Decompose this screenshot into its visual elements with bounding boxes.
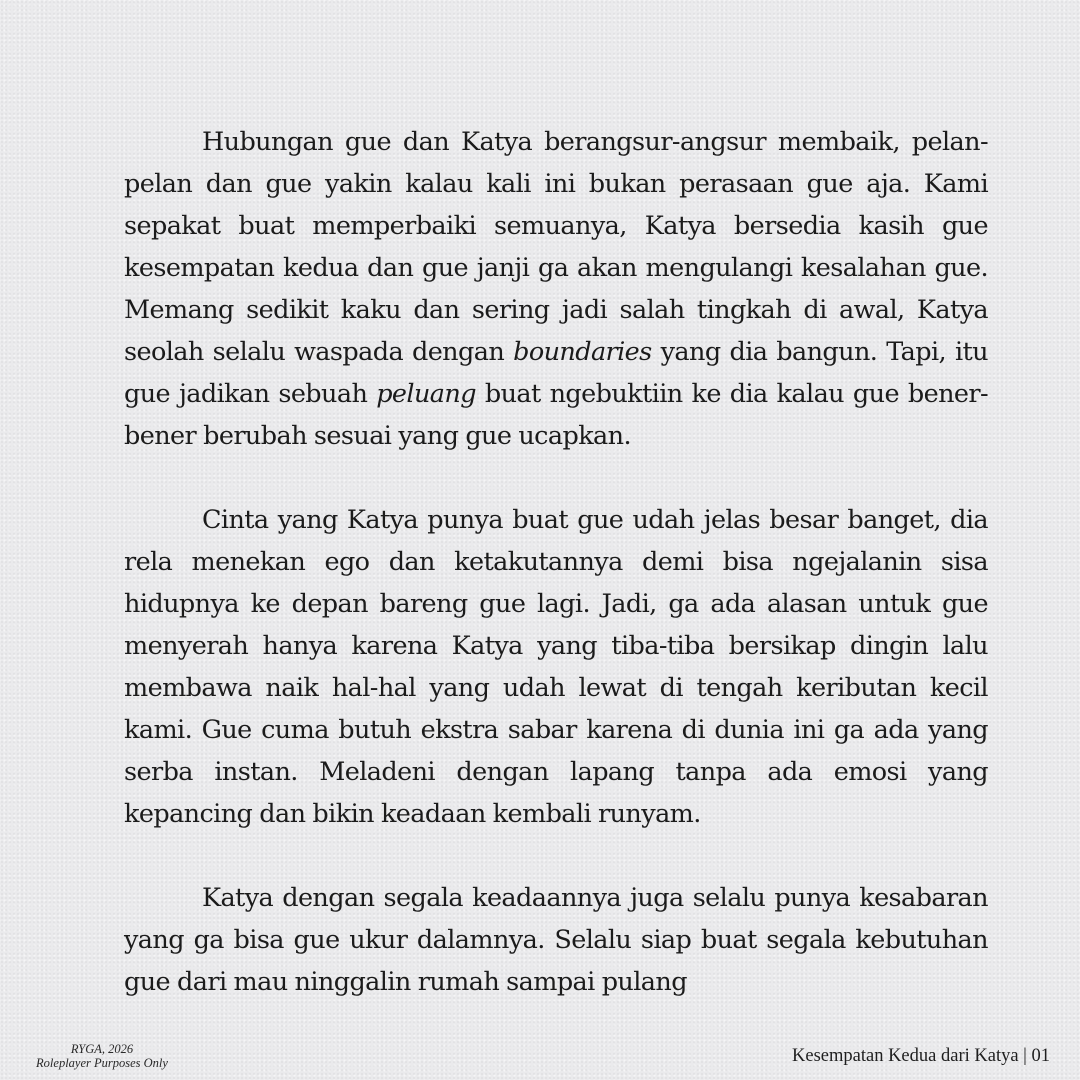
paragraph-1-text-b: yang dia bangun. Tapi, itu gue jadikan sebuah — [124, 337, 989, 409]
paragraph-3-text: Katya dengan segala keadaannya juga selalu punya kesabaran yang ga bisa gue ukur dalamnya. Selalu siap buat segala kebutuhan gue dari mau ninggalin rumah sampai pulang — [124, 883, 988, 997]
credit-disclaimer: Roleplayer Purposes Only — [36, 1056, 168, 1070]
credit-note — [28, 1042, 176, 1070]
paragraph-2-text: Cinta yang Katya punya buat gue udah jelas besar banget, dia rela menekan ego dan ketakutannya demi bisa ngejalanin sisa hidupnya ke depan bareng gue lagi. Jadi, ga ada alasan untuk gue menyerah hanya karena Katya yang tiba-tiba bersikap dingin lalu membawa naik hal-hal yang udah lewat di tengah keributan kecil kami. Gue cuma butuh ekstra sabar karena di dunia ini ga ada yang serba instan. Meladeni dengan lapang tanpa ada emosi yang kepancing dan bikin keadaan kembali runyam. — [124, 505, 988, 829]
paragraph-1-text-c: buat ngebuktiin ke dia kalau gue bener-bener berubah sesuai yang gue ucapkan. — [124, 379, 988, 451]
paragraph-3 — [124, 877, 988, 1003]
emphasis-peluang: peluang — [376, 379, 476, 409]
story-body — [124, 121, 988, 1003]
paragraph-1-text-a: Hubungan gue dan Katya berangsur-angsur membaik, pelan-pelan dan gue yakin kalau kali ini bukan perasaan gue aja. Kami sepakat buat memperbaiki semuanya, Katya bersedia kasih gue kesempatan kedua dan gue janji ga akan mengulangi kesalahan gue. Memang sedikit kaku dan sering jadi salah tingkah di awal, Katya seolah selalu waspada dengan — [124, 127, 988, 367]
paragraph-1 — [124, 121, 988, 457]
credit-author-year: RYGA, 2026 — [70, 1042, 134, 1056]
emphasis-boundaries: boundaries — [513, 337, 652, 367]
page-label: Kesempatan Kedua dari Katya | 01 — [792, 1046, 1050, 1066]
paragraph-2 — [124, 499, 988, 835]
